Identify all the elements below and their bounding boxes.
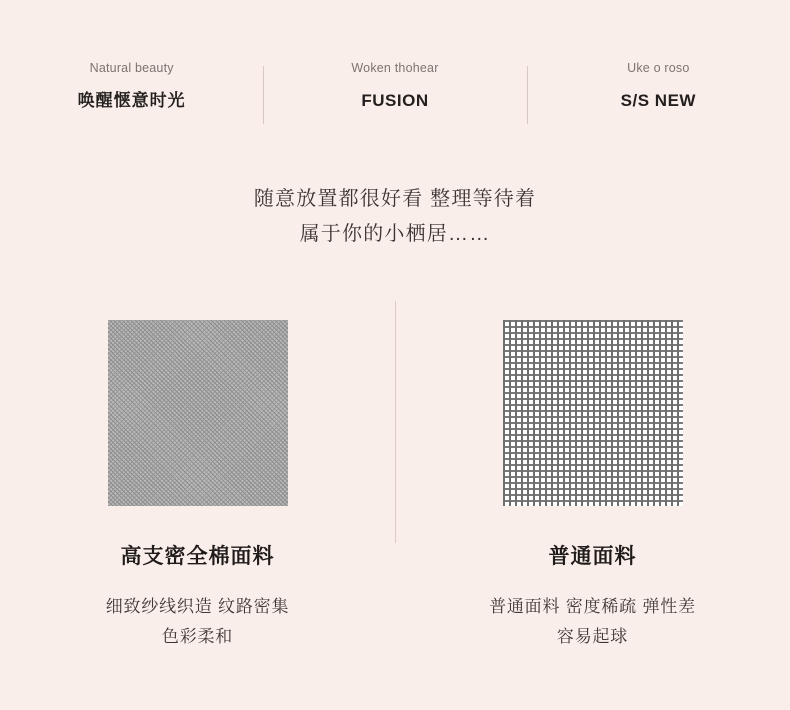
fabric-desc-ordinary <box>395 592 790 652</box>
fabric-title-premium: 高支密全棉面料 <box>120 545 275 569</box>
fabric-desc-ordinary-line-1: 普通面料 密度稀疏 弹性差 <box>489 597 696 617</box>
fabric-column-premium <box>0 310 395 652</box>
fabric-column-ordinary <box>395 310 790 652</box>
header-title-3: S/S NEW <box>620 90 696 110</box>
swatch-wrap-premium <box>0 310 395 515</box>
header-column-1 <box>0 62 263 110</box>
header-column-3 <box>527 62 790 110</box>
header-column-2 <box>263 62 526 110</box>
header-eyebrow-2: Woken thohear <box>351 61 439 75</box>
fabric-comparison <box>0 310 790 652</box>
tagline-line-2: 属于你的小栖居…… <box>299 223 491 246</box>
header-title-2: FUSION <box>361 90 429 110</box>
header-eyebrow-3: Uke o roso <box>627 61 690 75</box>
tagline <box>0 182 790 252</box>
fabric-desc-ordinary-line-2: 容易起球 <box>556 626 629 646</box>
header-title-1: 唤醒惬意时光 <box>77 90 186 110</box>
fabric-title-ordinary: 普通面料 <box>548 545 637 569</box>
header-banner <box>0 0 790 110</box>
ordinary-loose-weave-swatch <box>503 320 683 506</box>
header-eyebrow-1: Natural beauty <box>89 61 174 75</box>
tagline-line-1: 随意放置都很好看 整理等待着 <box>253 188 537 211</box>
fabric-desc-premium-line-1: 细致纱线织造 纹路密集 <box>105 597 290 617</box>
dense-cotton-weave-swatch <box>108 320 288 506</box>
fabric-desc-premium <box>0 592 395 652</box>
fabric-desc-premium-line-2: 色彩柔和 <box>161 626 234 646</box>
swatch-wrap-ordinary <box>395 310 790 515</box>
